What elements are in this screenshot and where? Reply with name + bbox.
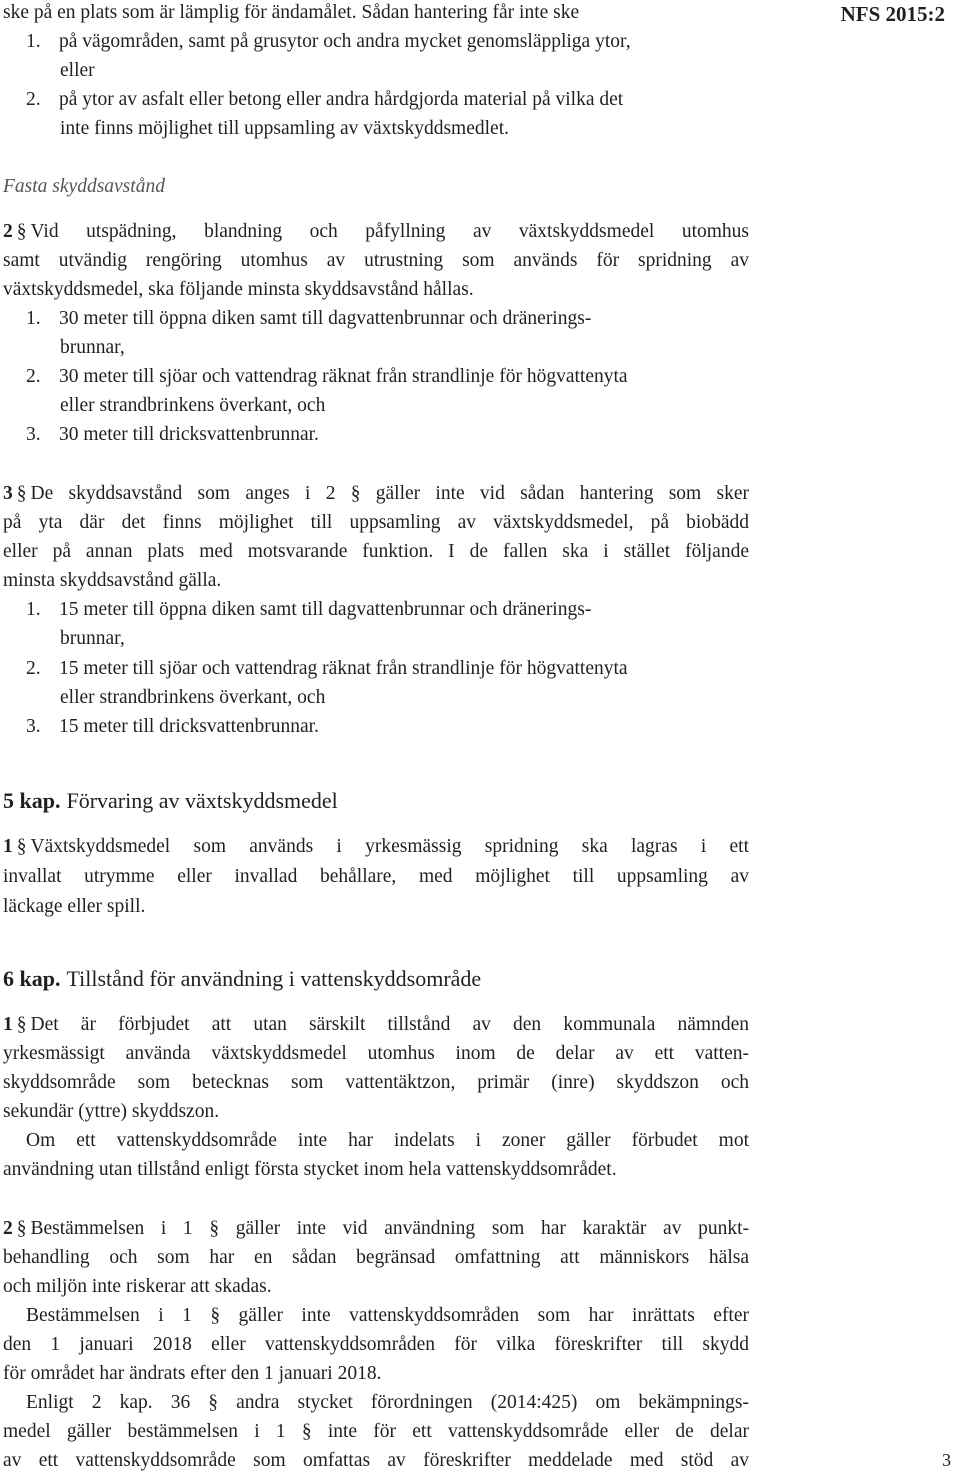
list-item-continuation: brunnar, <box>60 628 125 649</box>
chapter-5-paragraph-line: invallat utrymme eller invallad behållare, med möjlighet till uppsamling av <box>3 866 749 887</box>
chapter-6-paragraph-line: 1 § Det är förbjudet att utan särskilt tillstånd av den kommunala nämnden <box>3 1014 749 1035</box>
paragraph-2-line: 2 § Vid utspädning, blandning och påfyllning av växtskyddsmedel utomhus <box>3 221 749 242</box>
chapter-6-paragraph-line: den 1 januari 2018 eller vattenskyddsområden för vilka föreskrifter till skydd <box>3 1334 749 1355</box>
section-subheading: Fasta skyddsavstånd <box>3 176 165 197</box>
section-sign-icon: § <box>16 1014 27 1035</box>
chapter-6-paragraph-line: skyddsområde som betecknas som vattentäktzon, primär (inre) skyddszon och <box>3 1072 749 1093</box>
list-item-continuation: inte finns möjlighet till uppsamling av växtskyddsmedlet. <box>60 118 509 139</box>
list-item: 2. 30 meter till sjöar och vattendrag räknat från strandlinje för högvattenyta <box>26 366 628 387</box>
paragraph-3-line: minsta skyddsavstånd gälla. <box>3 570 222 591</box>
chapter-6-paragraph-line: av ett vattenskyddsområde som omfattas av föreskrifter meddelade med stöd av <box>3 1450 749 1471</box>
list-item-continuation: brunnar, <box>60 337 125 358</box>
chapter-6-paragraph-line: för området har ändrats efter den 1 januari 2018. <box>3 1363 382 1384</box>
document-code: NFS 2015:2 <box>840 2 945 26</box>
intro-line: ske på en plats som är lämplig för ändamålet. Sådan hantering får inte ske <box>3 2 580 23</box>
chapter-6-paragraph-line: medel gäller bestämmelsen i 1 § inte för ett vattenskyddsområde eller de delar <box>3 1421 749 1442</box>
chapter-5-paragraph-line: 1 § Växtskyddsmedel som används i yrkesmässig spridning ska lagras i ett <box>3 836 749 857</box>
list-item: 2. 15 meter till sjöar och vattendrag räknat från strandlinje för högvattenyta <box>26 658 628 679</box>
paragraph-3-line: på yta där det finns möjlighet till uppsamling av växtskyddsmedel, på biobädd <box>3 512 749 533</box>
chapter-6-paragraph-line: sekundär (yttre) skyddszon. <box>3 1101 220 1122</box>
list-item: 3. 30 meter till dricksvattenbrunnar. <box>26 424 319 445</box>
list-item: 3. 15 meter till dricksvattenbrunnar. <box>26 716 319 737</box>
list-item: 1. 15 meter till öppna diken samt till dagvattenbrunnar och dränerings- <box>26 599 592 620</box>
list-item: 2. på ytor av asfalt eller betong eller andra hårdgjorda material på vilka det <box>26 89 624 110</box>
section-sign-icon: § <box>16 836 27 857</box>
section-sign-icon: § <box>16 483 27 504</box>
chapter-6-paragraph-line: 2 § Bestämmelsen i 1 § gäller inte vid användning som har karaktär av punkt- <box>3 1218 749 1239</box>
list-item-continuation: eller <box>60 60 95 81</box>
list-item: 1. 30 meter till öppna diken samt till dagvattenbrunnar och dränerings- <box>26 308 592 329</box>
list-item-continuation: eller strandbrinkens överkant, och <box>60 395 326 416</box>
paragraph-2-line: växtskyddsmedel, ska följande minsta skyddsavstånd hållas. <box>3 279 474 300</box>
section-sign-icon: § <box>16 221 27 242</box>
paragraph-3-line: eller på annan plats med motsvarande funktion. I de fallen ska i stället följande <box>3 541 749 562</box>
chapter-6-paragraph-line: yrkesmässigt använda växtskyddsmedel utomhus inom de delar av ett vatten- <box>3 1043 749 1064</box>
paragraph-2-line: samt utvändig rengöring utomhus av utrustning som används för spridning av <box>3 250 749 271</box>
paragraph-3-line: 3 § De skyddsavstånd som anges i 2 § gäller inte vid sådan hantering som sker <box>3 483 749 504</box>
chapter-6-paragraph-line: behandling och som har en sådan begränsad omfattning att människors hälsa <box>3 1247 749 1268</box>
page-number: 3 <box>942 1450 951 1470</box>
chapter-6-paragraph-line: Om ett vattenskyddsområde inte har indelats i zoner gäller förbudet mot <box>26 1130 749 1151</box>
chapter-6-paragraph-line: Enligt 2 kap. 36 § andra stycket förordningen (2014:425) om bekämpnings- <box>26 1392 749 1413</box>
chapter-6-paragraph-line: användning utan tillstånd enligt första stycket inom hela vattenskyddsområdet. <box>3 1159 617 1180</box>
section-sign-icon: § <box>16 1218 27 1239</box>
chapter-6-paragraph-line: Bestämmelsen i 1 § gäller inte vattenskyddsområden som har inrättats efter <box>26 1305 749 1326</box>
list-item-continuation: eller strandbrinkens överkant, och <box>60 687 326 708</box>
chapter-6-heading: 6 kap. Tillstånd för användning i vattenskyddsområde <box>3 966 482 991</box>
chapter-6-paragraph-line: och miljön inte riskerar att skadas. <box>3 1276 272 1297</box>
list-item: 1. på vägområden, samt på grusytor och andra mycket genomsläppliga ytor, <box>26 31 631 52</box>
chapter-5-heading: 5 kap. Förvaring av växtskyddsmedel <box>3 788 338 813</box>
chapter-5-paragraph-line: läckage eller spill. <box>3 896 146 917</box>
